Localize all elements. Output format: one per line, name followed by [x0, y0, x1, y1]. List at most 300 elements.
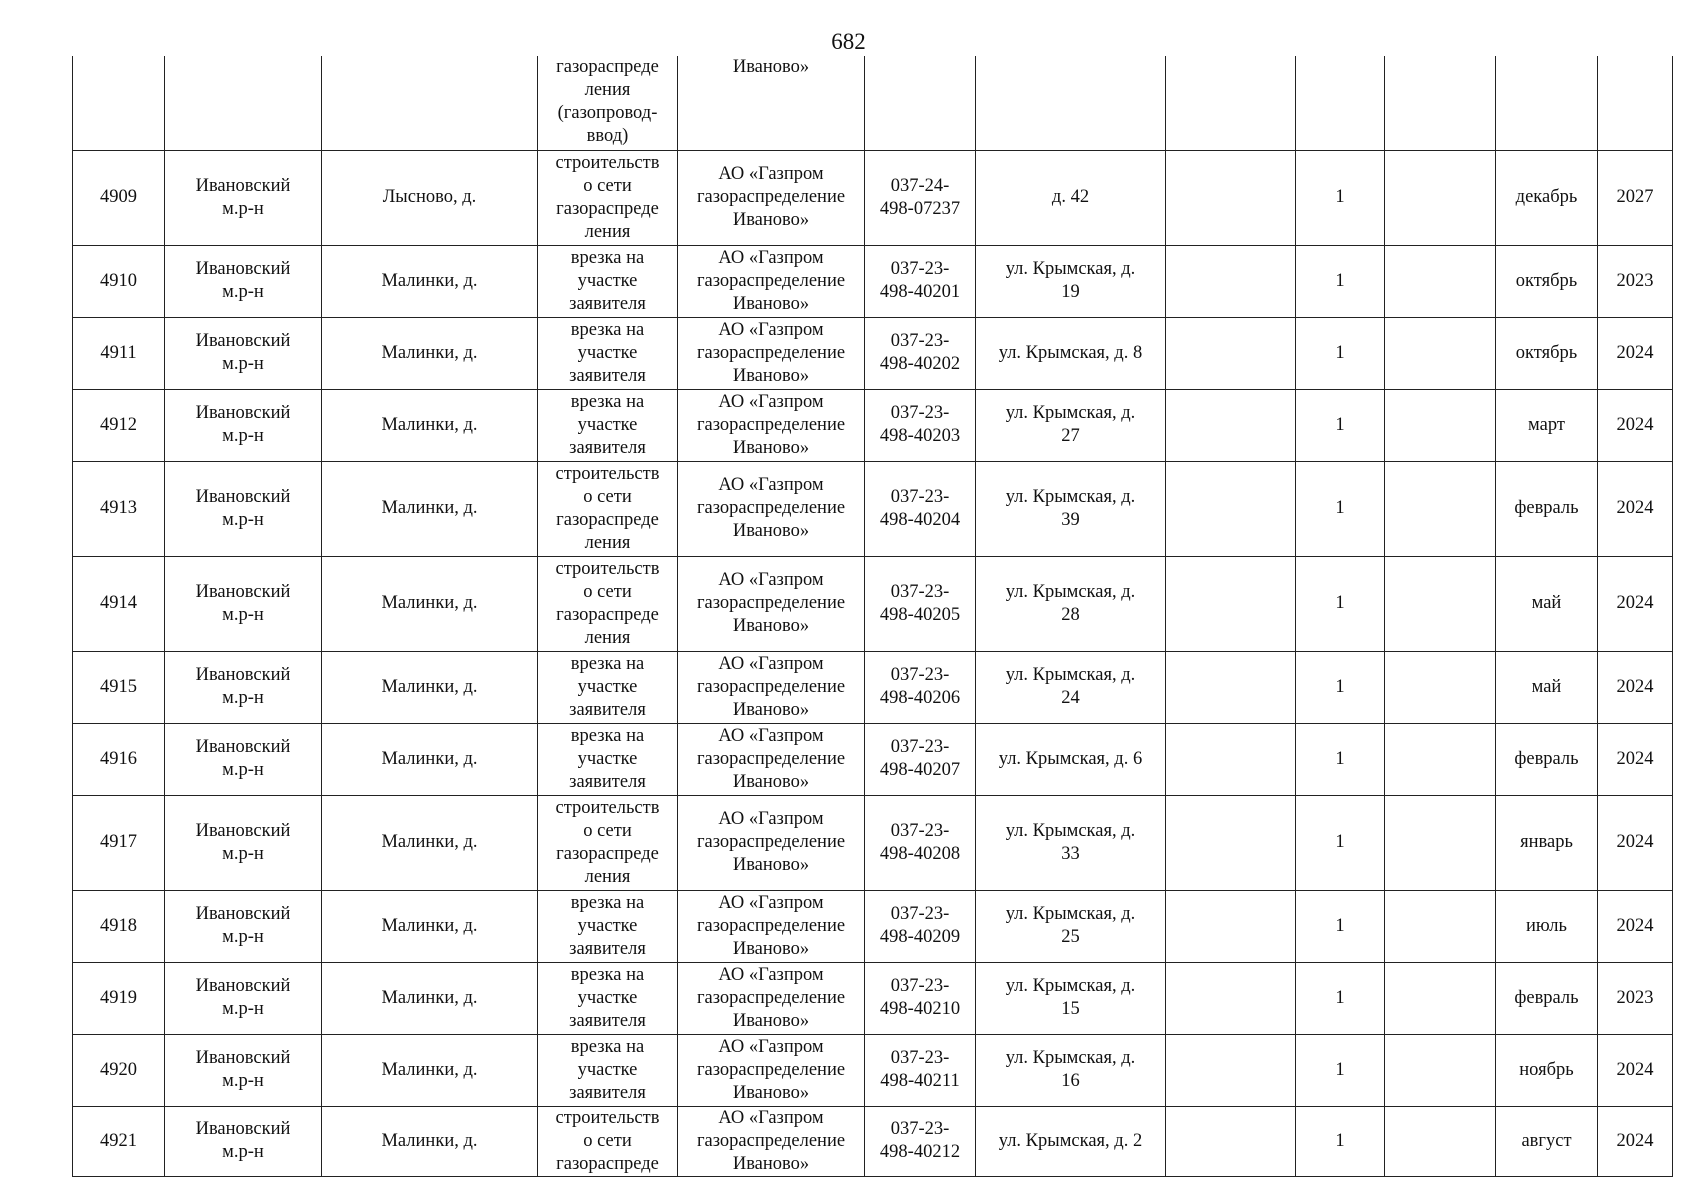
cell-application-code-line: 498-40204 — [879, 509, 961, 530]
cell-quantity: 1 — [1296, 245, 1385, 317]
cell-organization-line: АО «Газпром — [718, 725, 824, 746]
cell-work-type — [538, 461, 678, 556]
cell-row-number: 4910 — [73, 245, 165, 317]
cell-application-code — [865, 245, 976, 317]
cell-address-line: д. 42 — [1051, 187, 1090, 207]
cell-row-number: 4921 — [73, 1106, 165, 1176]
cell-district-line: Ивановский — [195, 1048, 291, 1068]
cell-application-code — [865, 317, 976, 389]
cell-quantity: 1 — [1296, 1106, 1385, 1176]
cell-address — [976, 723, 1166, 795]
cell-empty — [865, 56, 976, 150]
cell-district-line: Ивановский — [195, 665, 291, 685]
cell-district-line: м.р-н — [222, 282, 264, 302]
cell-work-type — [538, 890, 678, 962]
cell-work-type-line: заявителя — [569, 1010, 646, 1031]
cell-work-type-line: заявителя — [569, 365, 646, 386]
cell-year: 2023 — [1598, 962, 1673, 1034]
cell-organization-line: газораспределение — [696, 915, 846, 936]
table-row — [73, 389, 1673, 461]
cell-empty — [1166, 1106, 1296, 1176]
cell-organization-line: газораспределение — [696, 342, 846, 363]
cell-application-code-line: 498-40201 — [879, 282, 961, 302]
cell-district-line: Ивановский — [195, 737, 291, 757]
cell-district-line: м.р-н — [222, 688, 264, 708]
cell-empty — [73, 56, 165, 150]
cell-organization — [678, 890, 865, 962]
cell-work-type — [538, 651, 678, 723]
table-row — [73, 461, 1673, 556]
cell-work-type-line: участке — [577, 270, 638, 291]
cell-application-code-line: 037-23- — [890, 581, 950, 602]
cell-address — [976, 651, 1166, 723]
cell-application-code-line: 037-23- — [890, 403, 950, 423]
cell-empty — [1166, 723, 1296, 795]
cell-month: июль — [1496, 890, 1598, 962]
cell-district-line: Ивановский — [195, 904, 291, 924]
cell-organization-line: газораспределение — [696, 1059, 846, 1080]
cell-settlement: Малинки, д. — [322, 723, 538, 795]
cell-organization — [678, 245, 865, 317]
cell-work-type-line: ввод) — [586, 126, 629, 146]
cell-address-line: 25 — [1061, 927, 1080, 947]
cell-settlement: Малинки, д. — [322, 389, 538, 461]
cell-organization-line: АО «Газпром — [718, 475, 824, 495]
cell-organization-line: газораспределение — [696, 1130, 846, 1151]
cell-month: февраль — [1496, 723, 1598, 795]
cell-district-line: Ивановский — [195, 486, 291, 507]
cell-work-type — [538, 795, 678, 890]
cell-empty — [1385, 389, 1496, 461]
cell-work-type — [538, 1106, 678, 1176]
cell-empty — [1385, 795, 1496, 890]
cell-organization — [678, 723, 865, 795]
cell-organization-line: АО «Газпром — [718, 964, 824, 985]
cell-empty — [1385, 723, 1496, 795]
cell-work-type-line: участке — [577, 748, 638, 769]
cell-quantity: 1 — [1296, 556, 1385, 651]
cell-address-line: 16 — [1061, 1071, 1080, 1091]
cell-work-type — [538, 56, 678, 150]
cell-empty — [1166, 56, 1296, 150]
cell-district-line: м.р-н — [222, 426, 264, 446]
table-row — [73, 962, 1673, 1034]
cell-address-line: ул. Крымская, д. — [1005, 1048, 1136, 1068]
cell-year: 2024 — [1598, 795, 1673, 890]
cell-month: октябрь — [1496, 245, 1598, 317]
cell-organization-line: Иваново» — [732, 293, 810, 314]
cell-year: 2024 — [1598, 389, 1673, 461]
cell-work-type — [538, 245, 678, 317]
cell-organization-line: газораспределение — [696, 748, 846, 769]
cell-district — [165, 556, 322, 651]
cell-application-code — [865, 651, 976, 723]
cell-organization-line: газораспределение — [696, 270, 846, 291]
cell-month: март — [1496, 389, 1598, 461]
cell-district — [165, 962, 322, 1034]
cell-district — [165, 461, 322, 556]
cell-district-line: м.р-н — [222, 604, 264, 625]
cell-work-type-line: о сети — [583, 486, 632, 507]
cell-empty — [1385, 890, 1496, 962]
cell-row-number: 4909 — [73, 150, 165, 245]
cell-organization — [678, 795, 865, 890]
cell-work-type — [538, 962, 678, 1034]
cell-empty — [1166, 461, 1296, 556]
cell-work-type-line: строительств — [555, 152, 660, 173]
table-row — [73, 795, 1673, 890]
cell-organization-line: Иваново» — [732, 1153, 810, 1174]
cell-application-code-line: 037-23- — [890, 820, 950, 841]
cell-organization-line: Иваново» — [732, 699, 810, 720]
cell-application-code-line: 037-23- — [890, 486, 950, 507]
cell-work-type-line: газораспреде — [556, 57, 659, 77]
cell-year: 2024 — [1598, 723, 1673, 795]
cell-empty — [976, 56, 1166, 150]
cell-quantity: 1 — [1296, 317, 1385, 389]
cell-district — [165, 389, 322, 461]
cell-row-number: 4920 — [73, 1034, 165, 1106]
cell-organization — [678, 150, 865, 245]
cell-address — [976, 389, 1166, 461]
table-row — [73, 890, 1673, 962]
cell-work-type-line: ления — [584, 532, 631, 553]
cell-empty — [1166, 795, 1296, 890]
cell-work-type-line: заявителя — [569, 699, 646, 720]
cell-application-code — [865, 389, 976, 461]
cell-settlement: Малинки, д. — [322, 245, 538, 317]
cell-district-line: м.р-н — [222, 354, 264, 374]
cell-row-number: 4914 — [73, 556, 165, 651]
cell-month: февраль — [1496, 461, 1598, 556]
cell-district-line: м.р-н — [222, 760, 264, 780]
cell-district — [165, 245, 322, 317]
cell-address-line: ул. Крымская, д. 2 — [998, 1130, 1143, 1151]
cell-empty — [1166, 317, 1296, 389]
cell-address-line: 27 — [1061, 426, 1080, 446]
cell-work-type-line: заявителя — [569, 293, 646, 314]
table-row — [73, 651, 1673, 723]
cell-quantity: 1 — [1296, 461, 1385, 556]
cell-work-type-line: участке — [577, 342, 638, 363]
cell-quantity: 1 — [1296, 723, 1385, 795]
cell-district-line: Ивановский — [195, 175, 291, 196]
cell-month: ноябрь — [1496, 1034, 1598, 1106]
cell-district-line: Ивановский — [195, 403, 291, 423]
cell-district-line: Ивановский — [195, 581, 291, 602]
cell-organization — [678, 389, 865, 461]
cell-row-number: 4919 — [73, 962, 165, 1034]
cell-work-type-line: врезка на — [570, 1036, 645, 1057]
cell-application-code — [865, 795, 976, 890]
cell-work-type-line: врезка на — [570, 653, 645, 674]
cell-district — [165, 317, 322, 389]
cell-settlement: Малинки, д. — [322, 461, 538, 556]
cell-district-line: м.р-н — [222, 1142, 264, 1162]
cell-quantity: 1 — [1296, 389, 1385, 461]
cell-work-type-line: газораспреде — [556, 509, 659, 530]
cell-empty — [1385, 1034, 1496, 1106]
cell-organization-line: газораспределение — [696, 593, 846, 613]
cell-organization-line: АО «Газпром — [718, 391, 824, 412]
cell-work-type-line: врезка на — [570, 319, 645, 340]
cell-row-number: 4912 — [73, 389, 165, 461]
cell-district-line: Ивановский — [195, 259, 291, 279]
cell-month: май — [1496, 556, 1598, 651]
cell-empty — [1166, 556, 1296, 651]
cell-organization-line: Иваново» — [732, 938, 810, 959]
cell-organization — [678, 651, 865, 723]
cell-organization-line: АО «Газпром — [718, 1107, 824, 1128]
cell-application-code — [865, 723, 976, 795]
cell-organization-line: Иваново» — [732, 616, 810, 636]
cell-organization-line: Иваново» — [732, 521, 810, 541]
cell-work-type-line: участке — [577, 987, 638, 1008]
table-row — [73, 150, 1673, 245]
cell-address-line: ул. Крымская, д. — [1005, 581, 1136, 602]
cell-empty — [1385, 962, 1496, 1034]
cell-year: 2027 — [1598, 150, 1673, 245]
cell-year: 2024 — [1598, 651, 1673, 723]
cell-district-line: м.р-н — [222, 509, 264, 530]
cell-quantity: 1 — [1296, 150, 1385, 245]
cell-settlement: Лысново, д. — [322, 150, 538, 245]
cell-address — [976, 556, 1166, 651]
cell-address-line: ул. Крымская, д. 6 — [998, 748, 1143, 769]
table-body — [73, 56, 1673, 1176]
cell-organization-line: АО «Газпром — [718, 892, 824, 913]
cell-quantity: 1 — [1296, 1034, 1385, 1106]
cell-work-type-line: ления — [584, 221, 631, 242]
cell-address-line: 24 — [1061, 688, 1080, 708]
cell-work-type-line: ления — [584, 627, 631, 648]
cell-address-line: 15 — [1061, 999, 1080, 1019]
cell-organization-line: Иваново» — [732, 1082, 810, 1103]
cell-year: 2024 — [1598, 317, 1673, 389]
cell-address — [976, 1034, 1166, 1106]
cell-quantity: 1 — [1296, 962, 1385, 1034]
cell-row-number: 4916 — [73, 723, 165, 795]
cell-district-line: м.р-н — [222, 843, 264, 864]
cell-organization-line: Иваново» — [732, 437, 810, 458]
cell-organization-line: Иваново» — [732, 855, 810, 875]
cell-organization-line: газораспределение — [696, 498, 846, 518]
cell-address — [976, 317, 1166, 389]
cell-application-code-line: 037-23- — [890, 665, 950, 685]
cell-year: 2024 — [1598, 556, 1673, 651]
cell-address — [976, 962, 1166, 1034]
cell-address-line: ул. Крымская, д. 8 — [998, 342, 1143, 363]
cell-district — [165, 723, 322, 795]
cell-application-code-line: 037-23- — [890, 1119, 950, 1139]
cell-district — [165, 1106, 322, 1176]
cell-empty — [1166, 389, 1296, 461]
cell-application-code-line: 498-07237 — [879, 198, 961, 219]
cell-work-type — [538, 389, 678, 461]
cell-work-type — [538, 556, 678, 651]
cell-address-line: ул. Крымская, д. — [1005, 403, 1136, 423]
cell-settlement: Малинки, д. — [322, 556, 538, 651]
cell-address-line: ул. Крымская, д. — [1005, 665, 1136, 685]
cell-organization — [678, 1106, 865, 1176]
cell-application-code-line: 498-40209 — [879, 927, 961, 947]
cell-month: декабрь — [1496, 150, 1598, 245]
cell-address-line: ул. Крымская, д. — [1005, 976, 1136, 996]
cell-application-code — [865, 150, 976, 245]
cell-work-type — [538, 317, 678, 389]
cell-settlement: Малинки, д. — [322, 651, 538, 723]
cell-work-type-line: газораспреде — [556, 198, 659, 219]
cell-organization-line: газораспределение — [696, 832, 846, 852]
cell-address-line: ул. Крымская, д. — [1005, 486, 1136, 507]
page-number: 682 — [831, 29, 866, 54]
cell-application-code-line: 037-24- — [890, 175, 950, 196]
cell-empty — [1385, 245, 1496, 317]
cell-empty — [1166, 1034, 1296, 1106]
cell-district-line: Ивановский — [195, 1119, 291, 1139]
cell-application-code — [865, 461, 976, 556]
table-row-continued — [73, 56, 1673, 150]
cell-organization-line: Иваново» — [732, 210, 810, 230]
table-row — [73, 1106, 1673, 1176]
cell-work-type — [538, 150, 678, 245]
cell-row-number: 4917 — [73, 795, 165, 890]
cell-empty — [1598, 56, 1673, 150]
cell-application-code — [865, 556, 976, 651]
cell-organization — [678, 1034, 865, 1106]
cell-organization-line: АО «Газпром — [718, 570, 824, 590]
cell-row-number: 4918 — [73, 890, 165, 962]
cell-empty — [1166, 245, 1296, 317]
table-row — [73, 1034, 1673, 1106]
cell-work-type-line: газораспреде — [556, 843, 659, 864]
cell-empty — [1385, 150, 1496, 245]
cell-work-type-line: о сети — [583, 175, 632, 196]
cell-organization — [678, 461, 865, 556]
cell-district — [165, 795, 322, 890]
cell-month: август — [1496, 1106, 1598, 1176]
cell-work-type-line: заявителя — [569, 1082, 646, 1103]
cell-address-line: 28 — [1061, 604, 1080, 625]
cell-work-type-line: заявителя — [569, 437, 646, 458]
cell-empty — [165, 56, 322, 150]
cell-address — [976, 150, 1166, 245]
cell-application-code-line: 037-23- — [890, 904, 950, 924]
cell-district-line: Ивановский — [195, 820, 291, 841]
cell-work-type-line: заявителя — [569, 938, 646, 959]
cell-district — [165, 150, 322, 245]
cell-organization-line: Иваново» — [732, 57, 810, 77]
cell-work-type-line: о сети — [583, 820, 632, 841]
cell-work-type-line: газораспреде — [556, 1153, 659, 1174]
cell-work-type-line: участке — [577, 1059, 638, 1080]
cell-application-code — [865, 1034, 976, 1106]
cell-organization-line: АО «Газпром — [718, 319, 824, 340]
cell-empty — [1385, 651, 1496, 723]
cell-work-type-line: участке — [577, 676, 638, 697]
cell-row-number: 4913 — [73, 461, 165, 556]
cell-work-type-line: строительств — [555, 797, 660, 818]
cell-work-type-line: строительств — [555, 463, 660, 484]
cell-empty — [1166, 651, 1296, 723]
cell-address — [976, 245, 1166, 317]
cell-empty — [1385, 317, 1496, 389]
cell-district-line: Ивановский — [195, 976, 291, 996]
cell-district-line: м.р-н — [222, 999, 264, 1019]
cell-organization-line: газораспределение — [696, 676, 846, 697]
cell-month: октябрь — [1496, 317, 1598, 389]
cell-address — [976, 890, 1166, 962]
cell-district-line: м.р-н — [222, 1071, 264, 1091]
cell-organization-line: Иваново» — [732, 771, 810, 792]
cell-organization — [678, 556, 865, 651]
gas-connection-registry-table — [72, 56, 1673, 1177]
cell-empty — [1496, 56, 1598, 150]
cell-settlement: Малинки, д. — [322, 1034, 538, 1106]
cell-empty — [322, 56, 538, 150]
table-row — [73, 317, 1673, 389]
cell-district-line: Ивановский — [195, 331, 291, 351]
table-row — [73, 245, 1673, 317]
cell-organization-line: Иваново» — [732, 1010, 810, 1031]
cell-organization-line: газораспределение — [696, 987, 846, 1008]
cell-settlement: Малинки, д. — [322, 962, 538, 1034]
cell-district-line: м.р-н — [222, 198, 264, 219]
cell-empty — [1166, 890, 1296, 962]
cell-application-code-line: 498-40208 — [879, 843, 961, 864]
cell-work-type-line: врезка на — [570, 725, 645, 746]
cell-year: 2024 — [1598, 890, 1673, 962]
cell-empty — [1166, 150, 1296, 245]
cell-empty — [1166, 962, 1296, 1034]
cell-work-type-line: ления — [584, 866, 631, 887]
cell-work-type-line: врезка на — [570, 964, 645, 985]
cell-organization — [678, 962, 865, 1034]
cell-settlement: Малинки, д. — [322, 890, 538, 962]
cell-work-type-line: газораспреде — [556, 604, 659, 625]
cell-month: январь — [1496, 795, 1598, 890]
cell-organization-line: АО «Газпром — [718, 247, 824, 268]
cell-application-code-line: 498-40203 — [879, 426, 961, 446]
cell-address-line: ул. Крымская, д. — [1005, 820, 1136, 841]
cell-work-type-line: врезка на — [570, 391, 645, 412]
cell-quantity: 1 — [1296, 795, 1385, 890]
cell-address-line: ул. Крымская, д. — [1005, 904, 1136, 924]
cell-application-code-line: 498-40211 — [880, 1071, 960, 1091]
cell-work-type-line: строительств — [555, 558, 660, 579]
cell-address — [976, 461, 1166, 556]
cell-organization-line: АО «Газпром — [718, 1036, 824, 1057]
cell-organization — [678, 56, 865, 150]
cell-address — [976, 795, 1166, 890]
cell-address-line: 33 — [1061, 843, 1080, 864]
cell-year: 2024 — [1598, 1106, 1673, 1176]
cell-quantity: 1 — [1296, 651, 1385, 723]
cell-work-type-line: врезка на — [570, 247, 645, 268]
cell-work-type-line: врезка на — [570, 892, 645, 913]
cell-work-type-line: участке — [577, 915, 638, 936]
cell-district — [165, 890, 322, 962]
table-row — [73, 556, 1673, 651]
cell-address-line: 19 — [1061, 282, 1080, 302]
cell-address-line: 39 — [1061, 509, 1080, 530]
cell-application-code-line: 498-40207 — [879, 760, 961, 780]
cell-settlement: Малинки, д. — [322, 1106, 538, 1176]
cell-organization-line: АО «Газпром — [718, 164, 824, 184]
cell-application-code-line: 498-40212 — [879, 1142, 961, 1162]
cell-application-code-line: 037-23- — [890, 737, 950, 757]
cell-organization-line: АО «Газпром — [718, 809, 824, 829]
